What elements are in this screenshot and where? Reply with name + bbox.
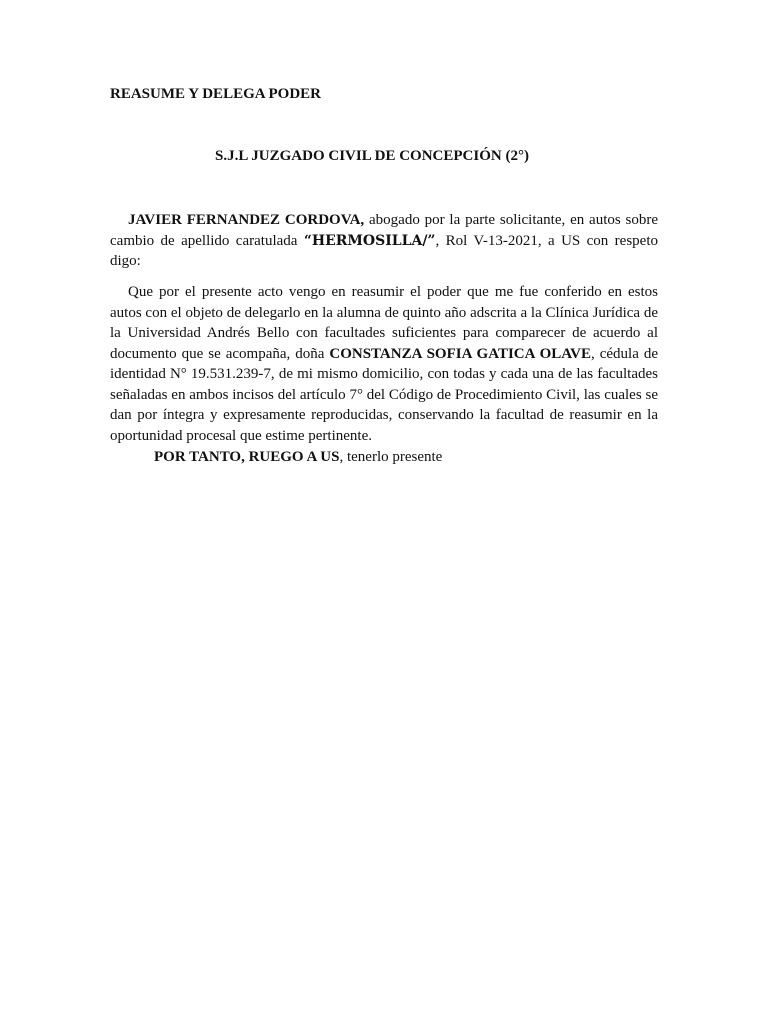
paragraph-delegation-text-b: , cédula de identidad N° 19.531.239-7, de mi mismo domicilio, con todas y cada una de las facultades señaladas en ambos incisos del artículo 7° del Código de Procedimiento Civil, las cuales se dan por íntegra y expresamente reproducidas, conservando la facultad de reasumir en la oportunidad procesal que estime pertinente. (110, 345, 658, 444)
petition-text: , tenerlo presente (339, 449, 443, 465)
paragraph-appearance-text-b: , Rol V-13-2021, a US con respeto digo: (110, 232, 658, 269)
paragraph-delegation-text-a: Que por el presente acto vengo en reasumir el poder que me fue conferido en estos autos con el objeto de delegarlo en la alumna de quinto año adscrita a la Clínica Jurídica de la Universidad Andrés Bello con facultades suficientes para comparecer de acuerdo al documento que se acompaña, doña (110, 284, 658, 362)
lawyer-name: JAVIER FERNANDEZ CORDOVA, (128, 212, 365, 228)
petition-label: POR TANTO, RUEGO A US (154, 449, 340, 465)
court-heading: S.J.L JUZGADO CIVIL DE CONCEPCIÓN (2°) (215, 148, 529, 164)
paragraph-appearance (110, 210, 658, 272)
case-name: “HERMOSILLA/” (303, 232, 436, 249)
paragraph-petition (110, 447, 658, 468)
document-sum-title: REASUME Y DELEGA PODER (110, 86, 321, 102)
paragraph-appearance-text-a: abogado por la parte solicitante, en autos sobre cambio de apellido caratulada (110, 212, 658, 249)
paragraph-delegation (110, 282, 658, 446)
delegate-name: CONSTANZA SOFIA GATICA OLAVE (329, 345, 591, 362)
